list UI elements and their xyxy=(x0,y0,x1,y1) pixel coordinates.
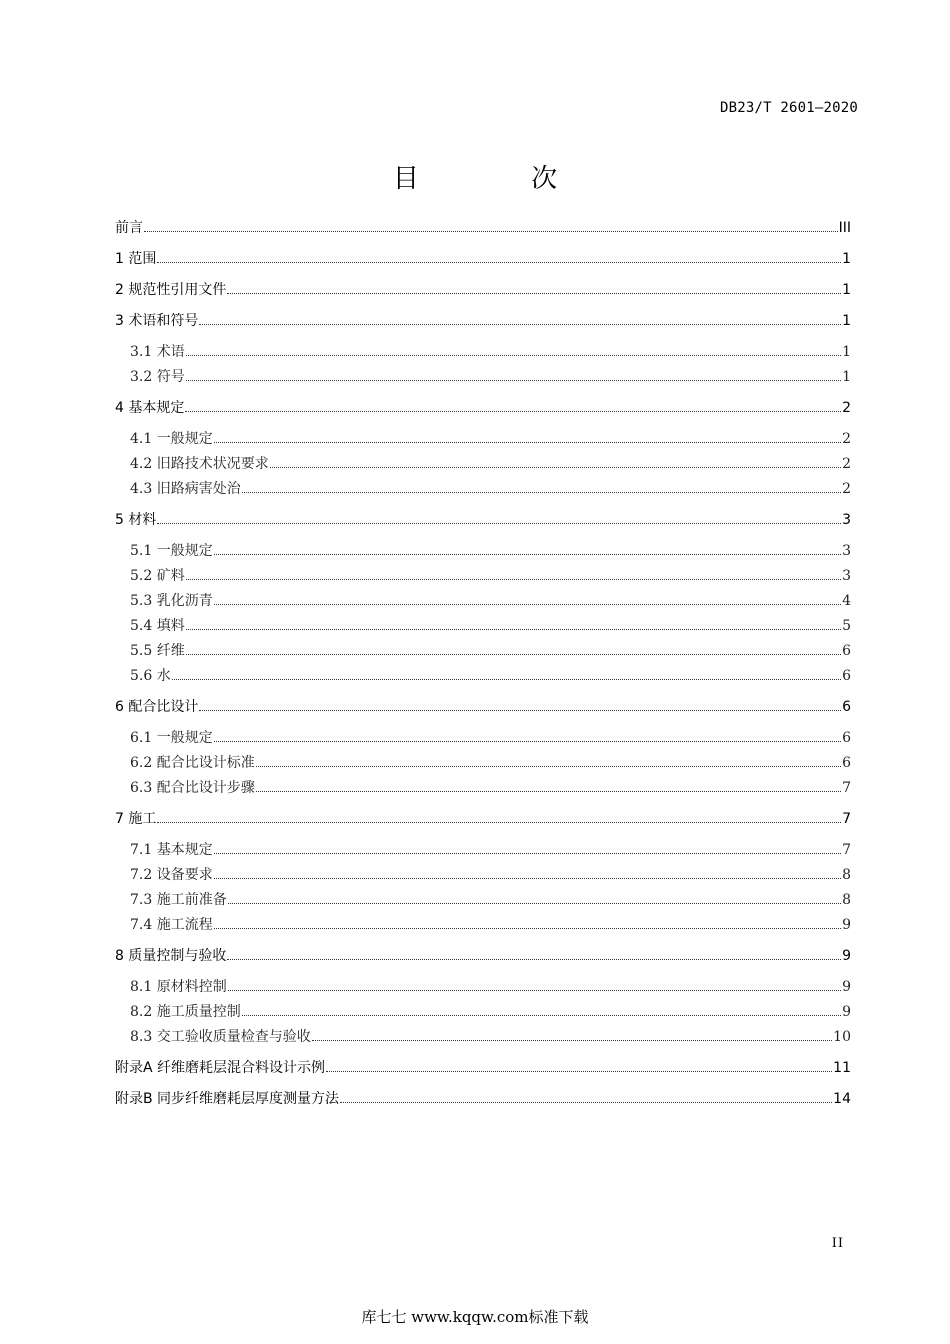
toc-entry-label: 7 施工 xyxy=(115,811,157,827)
toc-subentry[interactable] xyxy=(115,1026,851,1046)
toc-subentry[interactable] xyxy=(115,727,851,747)
toc-subentry[interactable] xyxy=(115,615,851,635)
toc-entry-page: 1 xyxy=(842,282,851,298)
toc-dot-leader xyxy=(326,1070,832,1072)
toc-entry-page: 7 xyxy=(842,780,851,796)
toc-dot-leader xyxy=(172,678,841,680)
toc-subentry[interactable] xyxy=(115,640,851,660)
toc-subentry[interactable] xyxy=(115,590,851,610)
toc-subentry[interactable] xyxy=(115,976,851,996)
toc-entry-label: 6.3 配合比设计步骤 xyxy=(130,780,255,796)
toc-dot-leader xyxy=(186,578,841,580)
toc-entry-page: 3 xyxy=(842,568,851,584)
toc-subentry[interactable] xyxy=(115,366,851,386)
toc-entry-page: 9 xyxy=(842,979,851,995)
toc-dot-leader xyxy=(144,230,838,232)
toc-entry-label: 6 配合比设计 xyxy=(115,699,199,715)
toc-entry-page: 2 xyxy=(842,456,851,472)
toc-entry-page: 5 xyxy=(842,618,851,634)
toc-dot-leader xyxy=(228,902,841,904)
toc-dot-leader xyxy=(214,927,841,929)
toc-entry-label: 7.3 施工前准备 xyxy=(130,892,227,908)
toc-dot-leader xyxy=(214,877,841,879)
toc-dot-leader xyxy=(340,1101,832,1103)
toc-dot-leader xyxy=(312,1039,832,1041)
toc-entry-label: 前言 xyxy=(115,220,143,236)
toc-entry-label: 2 规范性引用文件 xyxy=(115,282,227,298)
toc-entry[interactable] xyxy=(115,1088,851,1108)
toc-entry-label: 4.2 旧路技术状况要求 xyxy=(130,456,269,472)
toc-subentry[interactable] xyxy=(115,889,851,909)
toc-entry-page: 1 xyxy=(842,251,851,267)
toc-entry-page: 2 xyxy=(842,400,851,416)
toc-entry-label: 5.3 乳化沥青 xyxy=(130,593,213,609)
toc-entry-label: 7.4 施工流程 xyxy=(130,917,213,933)
toc-entry-label: 4.1 一般规定 xyxy=(130,431,213,447)
toc-entry-page: 10 xyxy=(833,1029,851,1045)
toc-dot-leader xyxy=(214,441,841,443)
toc-entry-page: 6 xyxy=(842,643,851,659)
toc-dot-leader xyxy=(199,709,841,711)
toc-entry-label: 6.1 一般规定 xyxy=(130,730,213,746)
toc-dot-leader xyxy=(242,491,841,493)
toc-entry-page: 1 xyxy=(842,369,851,385)
toc-entry-page: 9 xyxy=(842,948,851,964)
toc-entry-page: 9 xyxy=(842,917,851,933)
toc-dot-leader xyxy=(186,653,841,655)
toc-entry[interactable] xyxy=(115,808,851,828)
toc-subentry[interactable] xyxy=(115,341,851,361)
toc-dot-leader xyxy=(227,292,841,294)
toc-entry-label: 5.4 填料 xyxy=(130,618,185,634)
toc-entry-label: 7.2 设备要求 xyxy=(130,867,213,883)
toc-entry-label: 7.1 基本规定 xyxy=(130,842,213,858)
toc-dot-leader xyxy=(186,354,841,356)
toc-dot-leader xyxy=(157,821,841,823)
toc-entry-page: 6 xyxy=(842,755,851,771)
toc-subentry[interactable] xyxy=(115,777,851,797)
toc-dot-leader xyxy=(270,466,841,468)
toc-entry-page: 4 xyxy=(842,593,851,609)
toc-dot-leader xyxy=(227,958,841,960)
toc-entry[interactable] xyxy=(115,310,851,330)
toc-dot-leader xyxy=(214,740,841,742)
toc-entry-label: 4.3 旧路病害处治 xyxy=(130,481,241,497)
toc-entry-page: 2 xyxy=(842,481,851,497)
toc-entry-page: 14 xyxy=(833,1091,851,1107)
toc-entry-label: 8 质量控制与验收 xyxy=(115,948,227,964)
toc-entry-page: 7 xyxy=(842,811,851,827)
toc-entry-page: 6 xyxy=(842,699,851,715)
toc-dot-leader xyxy=(228,989,841,991)
toc-entry[interactable] xyxy=(115,509,851,529)
toc-subentry[interactable] xyxy=(115,864,851,884)
toc-entry-page: 1 xyxy=(842,313,851,329)
toc-entry-label: 5.1 一般规定 xyxy=(130,543,213,559)
toc-entry[interactable] xyxy=(115,248,851,268)
toc-entry-page: 3 xyxy=(842,543,851,559)
toc-dot-leader xyxy=(199,323,841,325)
page-number: II xyxy=(831,1236,844,1251)
toc-entry-page: 3 xyxy=(842,512,851,528)
toc-entry-page: 1 xyxy=(842,344,851,360)
document-code: DB23/T 2601—2020 xyxy=(719,100,858,116)
toc-subentry[interactable] xyxy=(115,478,851,498)
toc-dot-leader xyxy=(256,765,841,767)
toc-subentry[interactable] xyxy=(115,565,851,585)
toc-dot-leader xyxy=(157,522,841,524)
toc-subentry[interactable] xyxy=(115,914,851,934)
toc-subentry[interactable] xyxy=(115,428,851,448)
toc-entry-page: 6 xyxy=(842,730,851,746)
toc-entry-label: 8.2 施工质量控制 xyxy=(130,1004,241,1020)
toc-entry-page: 2 xyxy=(842,431,851,447)
toc-subentry[interactable] xyxy=(115,540,851,560)
toc-dot-leader xyxy=(256,790,841,792)
toc-entry[interactable] xyxy=(115,1057,851,1077)
toc-entry-label: 8.1 原材料控制 xyxy=(130,979,227,995)
toc-entry-page: III xyxy=(838,220,851,236)
toc-entry-page: 8 xyxy=(842,892,851,908)
toc-entry-label: 3 术语和符号 xyxy=(115,313,199,329)
toc-entry-label: 附录B 同步纤维磨耗层厚度测量方法 xyxy=(115,1091,340,1107)
toc-entry-label: 6.2 配合比设计标准 xyxy=(130,755,255,771)
toc-entry-label: 4 基本规定 xyxy=(115,400,185,416)
toc-dot-leader xyxy=(214,553,841,555)
toc-entry-label: 5.6 水 xyxy=(130,668,171,684)
toc-entry-label: 5 材料 xyxy=(115,512,157,528)
toc-dot-leader xyxy=(242,1014,841,1016)
toc-entry-label: 1 范围 xyxy=(115,251,157,267)
toc-entry-label: 5.5 纤维 xyxy=(130,643,185,659)
toc-entry[interactable] xyxy=(115,279,851,299)
toc-dot-leader xyxy=(186,628,841,630)
toc-subentry[interactable] xyxy=(115,752,851,772)
toc-entry-page: 11 xyxy=(833,1060,851,1076)
toc-entry-label: 3.2 符号 xyxy=(130,369,185,385)
toc-entry[interactable] xyxy=(115,217,851,237)
toc-entry-label: 附录A 纤维磨耗层混合料设计示例 xyxy=(115,1060,326,1076)
toc-entry-label: 3.1 术语 xyxy=(130,344,185,360)
toc-dot-leader xyxy=(157,261,841,263)
page-title: 目 次 xyxy=(392,164,610,194)
toc-entry-label: 8.3 交工验收质量检查与验收 xyxy=(130,1029,311,1045)
toc-entry-label: 5.2 矿料 xyxy=(130,568,185,584)
footer-watermark-text: 库七七 www.kqqw.com标准下载 xyxy=(361,1308,589,1326)
toc-entry[interactable] xyxy=(115,945,851,965)
toc-dot-leader xyxy=(214,852,841,854)
toc-subentry[interactable] xyxy=(115,665,851,685)
toc-entry[interactable] xyxy=(115,397,851,417)
toc-subentry[interactable] xyxy=(115,839,851,859)
toc-subentry[interactable] xyxy=(115,453,851,473)
toc-subentry[interactable] xyxy=(115,1001,851,1021)
toc-entry-page: 8 xyxy=(842,867,851,883)
toc-entry-page: 9 xyxy=(842,1004,851,1020)
toc-entry[interactable] xyxy=(115,696,851,716)
toc-dot-leader xyxy=(214,603,841,605)
toc-dot-leader xyxy=(186,379,841,381)
toc-entry-page: 7 xyxy=(842,842,851,858)
toc-dot-leader xyxy=(185,410,841,412)
toc-entry-page: 6 xyxy=(842,668,851,684)
